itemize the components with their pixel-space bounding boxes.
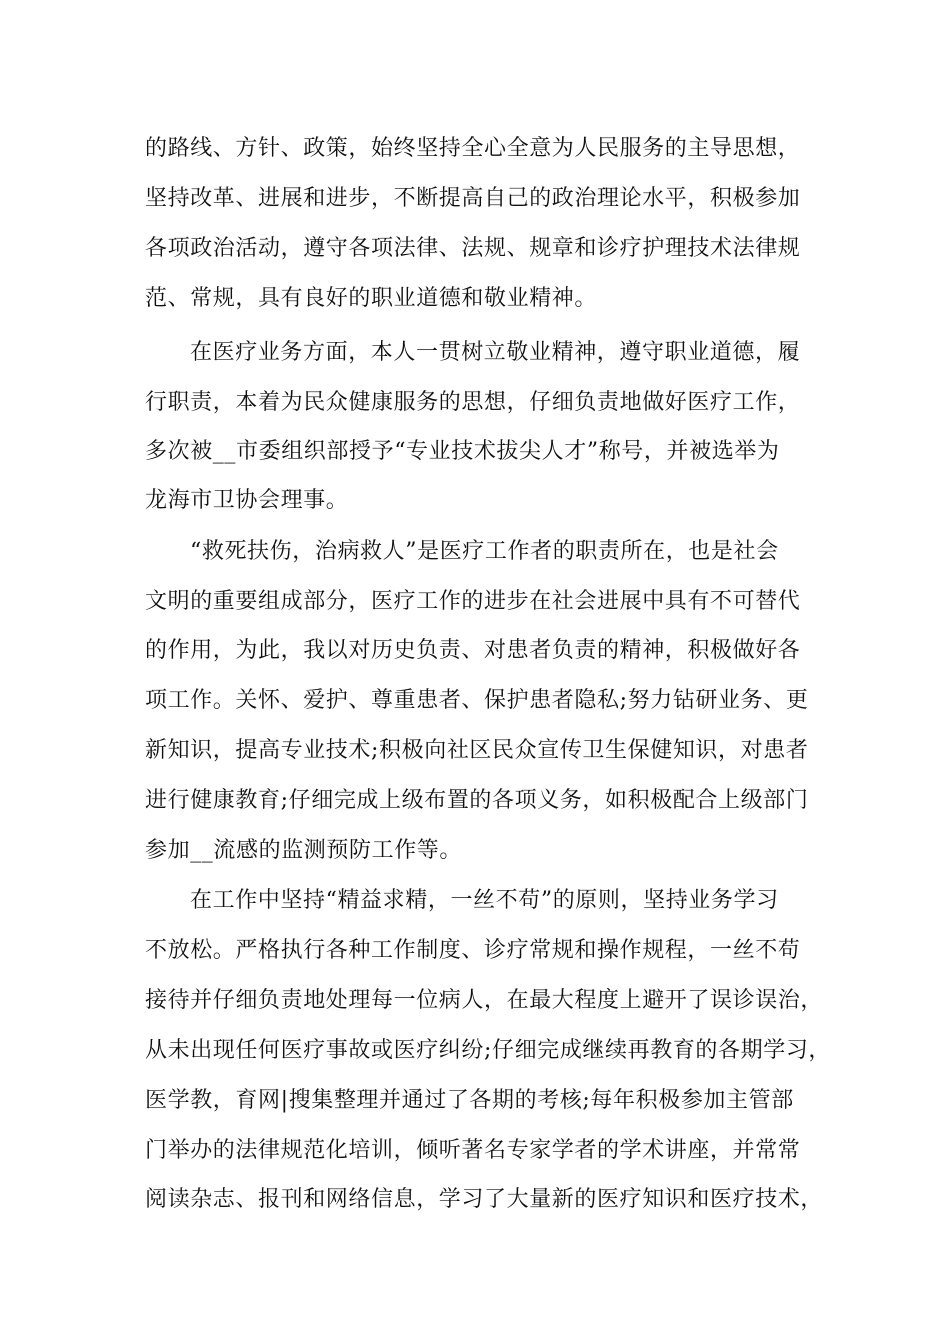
- text-line: 接待并仔细负责地处理每一位病人，在最大程度上避开了误诊误治，: [145, 988, 824, 1013]
- text-line: 门举办的法律规范化培训，倾听著名专家学者的学术讲座，并常常: [145, 1138, 801, 1163]
- paragraph-first-line: 在医疗业务方面，本人一贯树立敬业精神，遵守职业道德，履: [190, 340, 801, 365]
- text-line: 的路线、方针、政策，始终坚持全心全意为人民服务的主导思想，: [145, 136, 801, 161]
- text-line: 不放松。严格执行各种工作制度、诊疗常规和操作规程，一丝不苟: [145, 938, 801, 963]
- text-line: 各项政治活动，遵守各项法律、法规、规章和诊疗护理技术法律规: [145, 236, 801, 261]
- text-line: 阅读杂志、报刊和网络信息，学习了大量新的医疗知识和医疗技术，: [145, 1187, 824, 1212]
- text-line: 行职责，本着为民众健康服务的思想，仔细负责地做好医疗工作，: [145, 390, 801, 415]
- text-line: 文明的重要组成部分，医疗工作的进步在社会进展中具有不可替代: [145, 589, 801, 614]
- text-line: 参加__流感的监测预防工作等。: [145, 838, 463, 863]
- text-line: 新知识，提高专业技术;积极向社区民众宣传卫生保健知识，对患者: [145, 738, 809, 763]
- text-line: 进行健康教育;仔细完成上级布置的各项义务，如积极配合上级部门: [145, 788, 809, 813]
- text-line: 项工作。关怀、爱护、尊重患者、保护患者隐私;努力钻研业务、更: [145, 688, 809, 713]
- text-line: 龙海市卫协会理事。: [145, 488, 349, 513]
- text-line: 的作用，为此，我以对历史负责、对患者负责的精神，积极做好各: [145, 638, 801, 663]
- text-line: 多次被__市委组织部授予“专业技术拔尖人才”称号，并被选举为: [145, 439, 780, 464]
- text-line: 范、常规，具有良好的职业道德和敬业精神。: [145, 286, 598, 311]
- text-line: 从未出现任何医疗事故或医疗纠纷;仔细完成继续再教育的各期学习，: [145, 1038, 832, 1063]
- paragraph-first-line: 在工作中坚持“精益求精，一丝不苟”的原则，坚持业务学习: [190, 888, 779, 913]
- text-line: 坚持改革、进展和进步，不断提高自己的政治理论水平，积极参加: [145, 186, 801, 211]
- paragraph-first-line: “救死扶伤，治病救人”是医疗工作者的职责所在，也是社会: [190, 539, 779, 564]
- text-line: 医学教，育网|搜集整理并通过了各期的考核;每年积极参加主管部: [145, 1088, 794, 1113]
